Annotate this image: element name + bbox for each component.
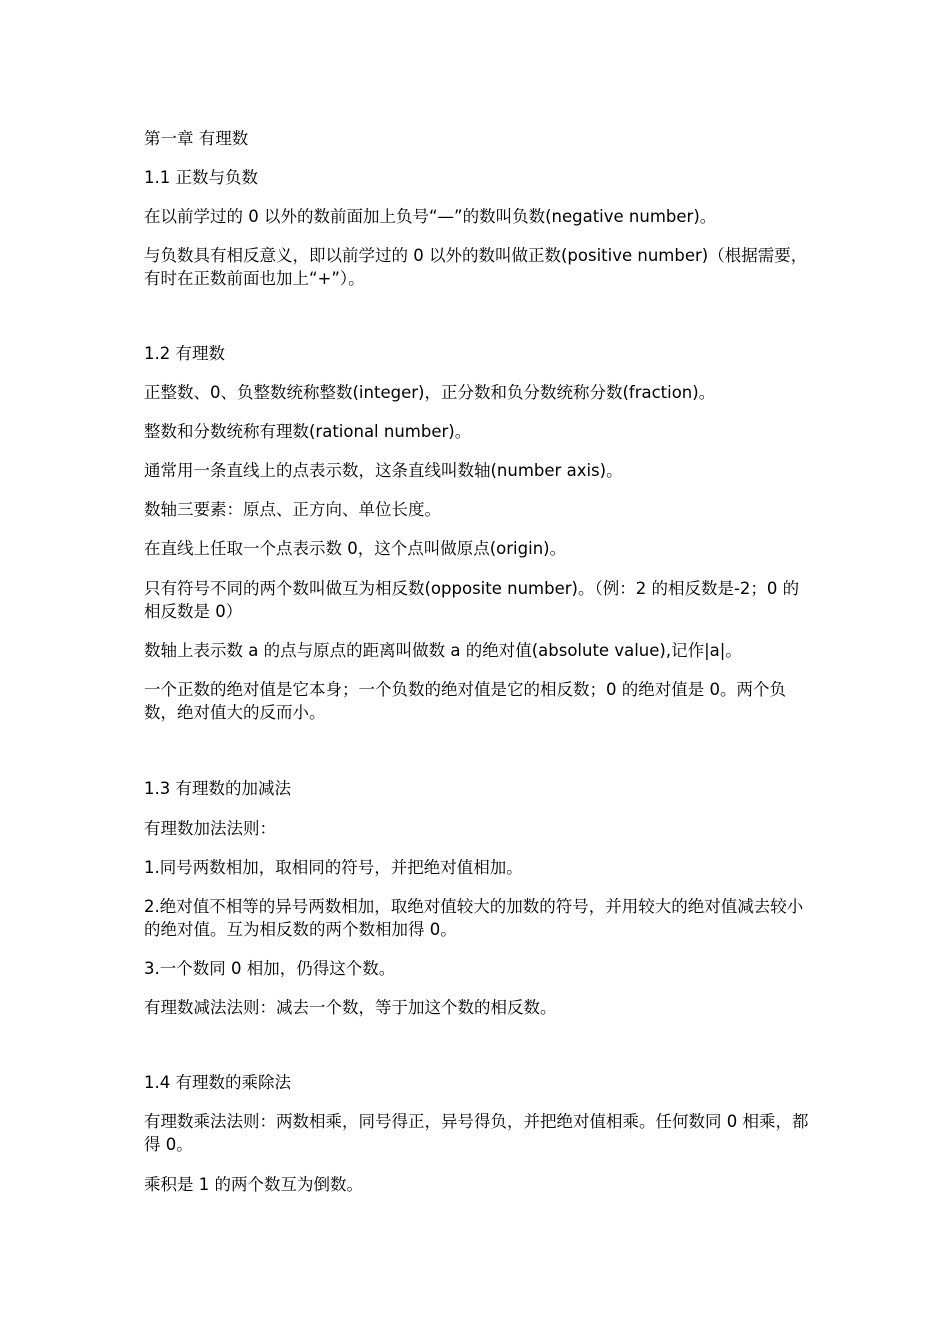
paragraph: 一个正数的绝对值是它本身；一个负数的绝对值是它的相反数；0 的绝对值是 0。两个负数，绝对值大的反而小。 (144, 680, 786, 722)
paragraph: 在以前学过的 0 以外的数前面加上负号“—”的数叫负数(negative number)。 (144, 207, 717, 226)
paragraph: 通常用一条直线上的点表示数，这条直线叫数轴(number axis)。 (144, 461, 623, 480)
paragraph: 2.绝对值不相等的异号两数相加，取绝对值较大的加数的符号，并用较大的绝对值减去较小的绝对值。互为相反数的两个数相加得 0。 (144, 897, 804, 939)
section-heading: 1.3 有理数的加减法 (144, 779, 291, 798)
paragraph: 有理数加法法则： (144, 819, 276, 838)
paragraph: 有理数乘法法则：两数相乘，同号得正，异号得负，并把绝对值相乘。任何数同 0 相乘，都得 0。 (144, 1112, 809, 1154)
paragraph: 有理数减法法则：减去一个数，等于加这个数的相反数。 (144, 998, 557, 1017)
paragraph: 在直线上任取一个点表示数 0，这个点叫做原点(origin)。 (144, 539, 567, 558)
paragraph: 与负数具有相反意义，即以前学过的 0 以外的数叫做正数(positive number)（根据需要，有时在正数前面也加上“+”）。 (144, 246, 808, 288)
paragraph: 数轴三要素：原点、正方向、单位长度。 (144, 500, 441, 519)
paragraph: 正整数、0、负整数统称整数(integer)，正分数和负分数统称分数(fraction)。 (144, 383, 716, 402)
paragraph: 1.同号两数相加，取相同的符号，并把绝对值相加。 (144, 858, 523, 877)
section-heading: 1.1 正数与负数 (144, 168, 258, 187)
paragraph: 整数和分数统称有理数(rational number)。 (144, 422, 472, 441)
paragraph: 乘积是 1 的两个数互为倒数。 (144, 1175, 363, 1194)
chapter-title: 第一章 有理数 (144, 129, 249, 148)
section-heading: 1.4 有理数的乘除法 (144, 1073, 291, 1092)
paragraph: 3.一个数同 0 相加，仍得这个数。 (144, 959, 396, 978)
paragraph: 数轴上表示数 a 的点与原点的距离叫做数 a 的绝对值(absolute value),记作|a|。 (144, 641, 742, 660)
paragraph: 只有符号不同的两个数叫做互为相反数(opposite number)。（例：2 的相反数是-2；0 的相反数是 0） (144, 579, 800, 621)
section-heading: 1.2 有理数 (144, 344, 225, 363)
